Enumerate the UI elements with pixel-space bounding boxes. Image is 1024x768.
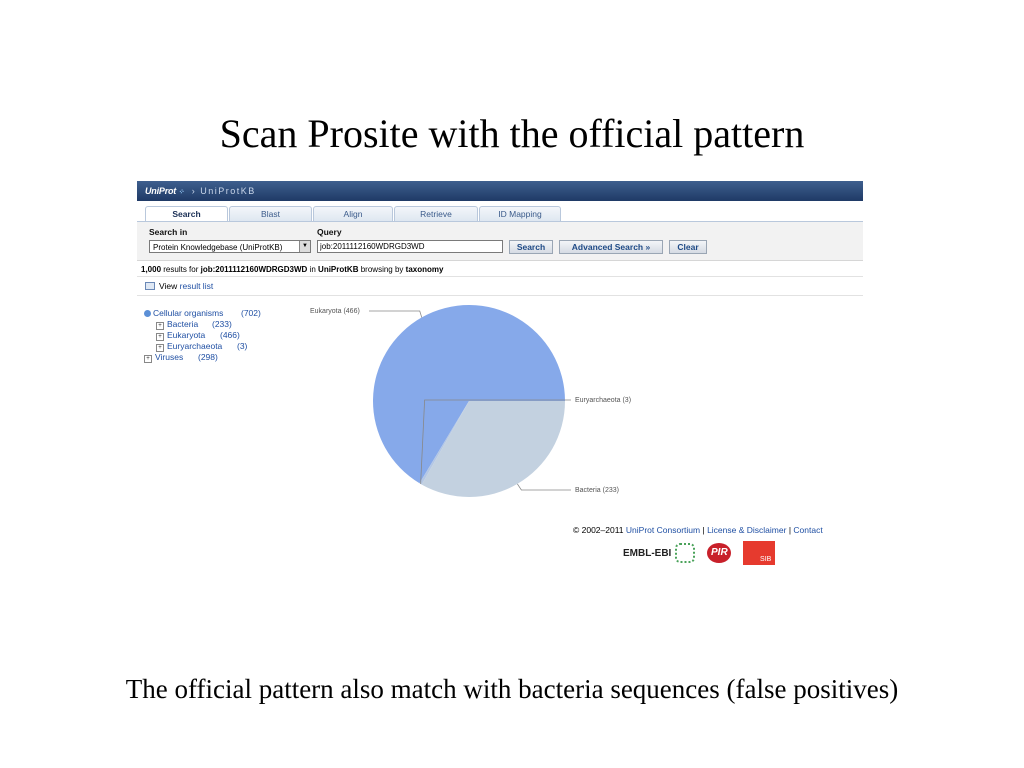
results-summary: 1,000 results for job:2011112160WDRGD3WD in UniProtKB browsing by taxonomy <box>141 265 444 274</box>
search-in-label: Search in <box>149 227 188 237</box>
uniprot-logo[interactable]: UniProt ⁘ <box>145 186 184 196</box>
expand-icon[interactable]: + <box>156 344 164 352</box>
consortium-link[interactable]: UniProt Consortium <box>625 525 701 535</box>
uniprot-screenshot <box>137 181 863 573</box>
contact-link[interactable]: Contact <box>793 525 823 535</box>
tab-blast[interactable]: Blast <box>229 206 312 222</box>
tree-item-eukaryota[interactable]: + Eukaryota (466) <box>144 330 223 341</box>
tab-retrieve[interactable]: Retrieve <box>394 206 478 222</box>
footer: © 2002–2011 UniProt Consortium | License & Disclaimer | Contact <box>573 525 823 535</box>
tree-item-euryarchaeota[interactable]: + Euryarchaeota (3) <box>144 341 223 352</box>
clear-button[interactable]: Clear <box>669 240 707 254</box>
taxonomy-pie-chart <box>137 181 863 573</box>
embl-ebi-logo[interactable]: EMBL-EBI <box>623 547 672 559</box>
tab-align[interactable]: Align <box>313 206 393 222</box>
tree-item-bacteria[interactable]: + Bacteria (233) <box>144 319 223 330</box>
view-result-list[interactable]: View result list <box>145 281 213 291</box>
chevron-down-icon[interactable]: ▼ <box>299 241 310 252</box>
breadcrumb[interactable]: › UniProtKB <box>191 186 256 196</box>
partner-logos <box>623 541 775 565</box>
pir-logo[interactable]: PIR <box>707 543 731 563</box>
pie-slice-label: Bacteria (233) <box>575 487 619 494</box>
search-button[interactable]: Search <box>509 240 553 254</box>
pie-leader-line <box>369 311 422 317</box>
slide-title: Scan Prosite with the official pattern <box>219 111 805 156</box>
expand-icon[interactable]: + <box>156 322 164 330</box>
tree-item-cellular-organisms[interactable]: Cellular organisms (702) <box>144 308 223 319</box>
advanced-search-button[interactable]: Advanced Search » <box>559 240 663 254</box>
license-link[interactable]: License & Disclaimer <box>707 525 787 535</box>
slide-caption: The official pattern also match with bacteria sequences (false positives) <box>125 674 899 704</box>
tab-id-mapping[interactable]: ID Mapping <box>479 206 561 222</box>
pie-slice-label: Eukaryota (466) <box>310 308 360 315</box>
expand-icon[interactable]: + <box>144 355 152 363</box>
expand-icon[interactable]: + <box>156 333 164 341</box>
embl-ebi-mark-icon <box>675 543 695 563</box>
tree-item-viruses[interactable]: + Viruses (298) <box>144 352 223 363</box>
tab-search[interactable]: Search <box>145 206 228 222</box>
pie-slice-label: Euryarchaeota (3) <box>575 397 632 404</box>
query-label: Query <box>317 227 342 237</box>
result-list-link[interactable]: result list <box>179 281 214 291</box>
sib-logo[interactable]: SIB <box>743 541 775 565</box>
pie-leader-line <box>517 484 571 490</box>
database-select[interactable]: Protein Knowledgebase (UniProtKB) ▼ <box>149 240 311 253</box>
